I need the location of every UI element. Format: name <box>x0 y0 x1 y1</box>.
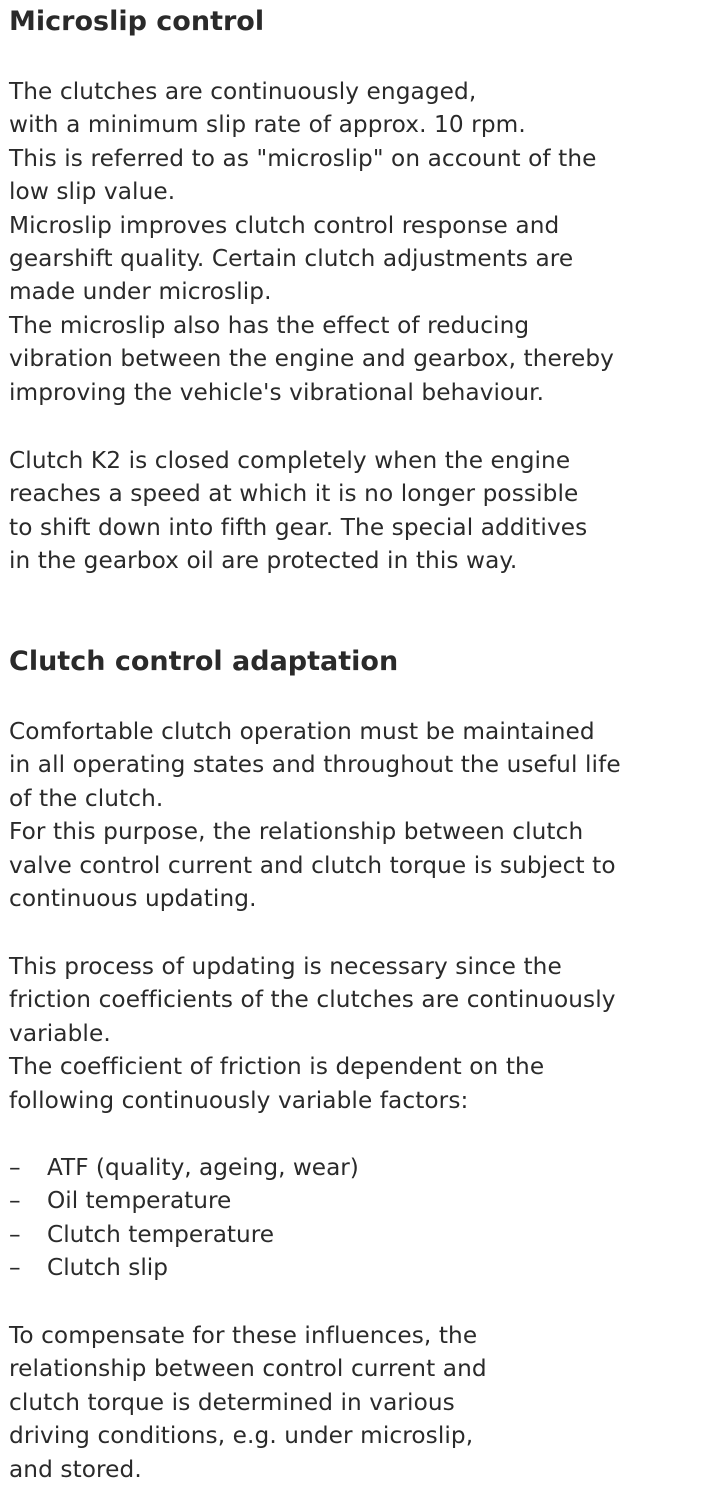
text-line: of the clutch. <box>9 784 164 812</box>
list-item-text: Clutch slip <box>47 1254 168 1282</box>
text-line: To compensate for these influences, the <box>9 1322 478 1349</box>
list-bullet: – <box>9 1220 21 1248</box>
text-line: The microslip also has the effect of reducing <box>9 311 530 339</box>
text-line: friction coefficients of the clutches are continuously <box>9 986 616 1014</box>
text-line: low slip value. <box>9 178 176 206</box>
text-line: made under microslip. <box>9 278 272 306</box>
text-line: The clutches are continuously engaged, <box>9 78 477 105</box>
list-bullet: – <box>9 1187 21 1215</box>
paragraph-microslip-description <box>9 75 614 409</box>
text-line: Clutch K2 is closed completely when the engine <box>9 447 571 474</box>
text-line: in the gearbox oil are protected in this way. <box>9 547 518 575</box>
text-line: For this purpose, the relationship between clutch <box>9 818 584 846</box>
text-line: valve control current and clutch torque is subject to <box>9 851 616 879</box>
heading-clutch-control-adaptation: Clutch control adaptation <box>9 646 399 677</box>
list-item <box>9 1151 359 1184</box>
text-line: and stored. <box>9 1455 142 1483</box>
text-line: to shift down into fifth gear. The special additives <box>9 513 588 541</box>
text-line: following continuously variable factors: <box>9 1086 469 1114</box>
heading-microslip-control: Microslip control <box>9 6 265 37</box>
list-item-text: Clutch temperature <box>47 1220 274 1248</box>
text-line: clutch torque is determined in various <box>9 1388 455 1416</box>
text-line: variable. <box>9 1019 111 1047</box>
text-line: gearshift quality. Certain clutch adjustments are <box>9 245 574 273</box>
text-line: improving the vehicle's vibrational behaviour. <box>9 378 545 406</box>
factor-list <box>9 1151 359 1285</box>
paragraph-compensation <box>9 1319 487 1486</box>
text-line: in all operating states and throughout the useful life <box>9 751 621 779</box>
text-line: This is referred to as "microslip" on account of the <box>9 144 597 172</box>
text-line: Microslip improves clutch control response and <box>9 211 560 239</box>
list-item-text: Oil temperature <box>47 1187 232 1215</box>
text-line: relationship between control current and <box>9 1355 487 1383</box>
paragraph-clutch-k2 <box>9 444 587 578</box>
paragraph-updating-process <box>9 950 616 1117</box>
list-item <box>9 1251 359 1284</box>
text-line: with a minimum slip rate of approx. 10 rpm. <box>9 111 526 139</box>
text-line: Comfortable clutch operation must be maintained <box>9 718 595 745</box>
text-line: This process of updating is necessary since the <box>9 953 562 980</box>
text-line: reaches a speed at which it is no longer possible <box>9 480 579 508</box>
paragraph-comfortable-operation <box>9 715 621 915</box>
text-line: The coefficient of friction is dependent on the <box>9 1053 545 1081</box>
list-item <box>9 1184 359 1217</box>
list-bullet: – <box>9 1254 21 1282</box>
text-line: continuous updating. <box>9 885 257 913</box>
text-line: vibration between the engine and gearbox, thereby <box>9 345 614 373</box>
list-item-text: ATF (quality, ageing, wear) <box>47 1154 359 1181</box>
list-bullet: – <box>9 1154 21 1181</box>
list-item <box>9 1218 359 1251</box>
text-line: driving conditions, e.g. under microslip, <box>9 1422 474 1450</box>
